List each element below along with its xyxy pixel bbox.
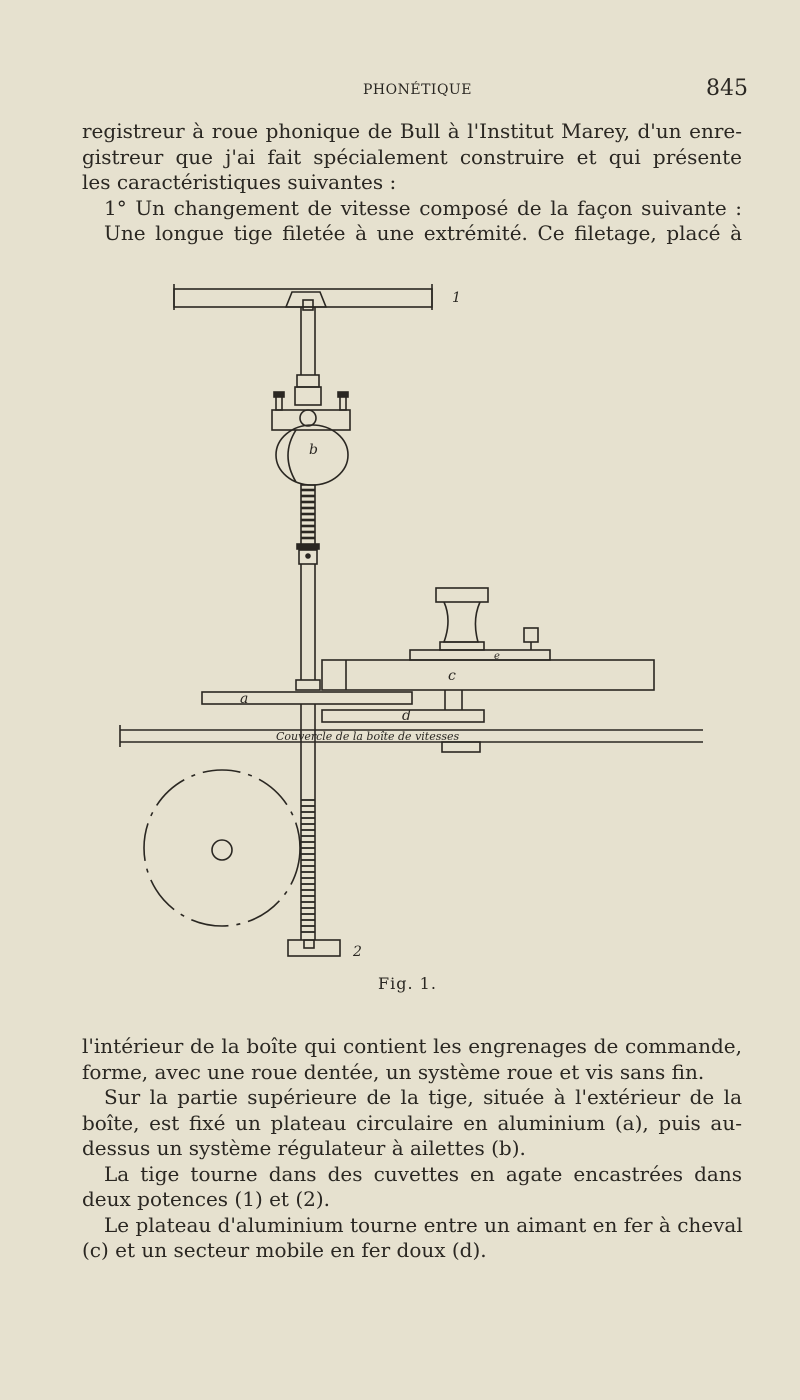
figure-mechanism bbox=[100, 280, 720, 970]
text-line: forme, avec une roue dentée, un système roue et vis sans fin. bbox=[82, 1059, 705, 1084]
label-potence-top: 1 bbox=[452, 290, 461, 306]
text-line: les caractéristiques suivantes : bbox=[82, 170, 397, 194]
text-line: Sur la partie supérieure de la tige, située à l'extérieur de la bbox=[104, 1085, 742, 1109]
text-line: Le plateau d'aluminium tourne entre un aimant en fer à cheval bbox=[104, 1212, 743, 1237]
mechanism-drawing bbox=[100, 280, 720, 970]
text-line: gistreur que j'ai fait spécialement construire et qui présente bbox=[82, 144, 742, 169]
text-line: l'intérieur de la boîte qui contient les engrenages de commande, bbox=[82, 1034, 742, 1058]
running-title: PHONÉTIQUE bbox=[363, 82, 472, 98]
text-line: boîte, est fixé un plateau circulaire en aluminium (a), puis au- bbox=[82, 1110, 742, 1135]
text-line: 1° Un changement de vitesse composé de la façon suivante : bbox=[104, 195, 742, 220]
label-potence-bottom: 2 bbox=[353, 944, 362, 960]
page-header bbox=[0, 76, 800, 106]
text-line: (c) et un secteur mobile en fer doux (d). bbox=[82, 1238, 487, 1262]
figure-caption: Fig. 1. bbox=[378, 974, 437, 993]
page-number: 845 bbox=[706, 76, 748, 101]
paragraph-bottom bbox=[82, 1034, 742, 1264]
label-sector: d bbox=[402, 708, 411, 724]
label-box-cover: Couvercle de la boîte de vitesses bbox=[276, 730, 460, 743]
paragraph-top bbox=[82, 119, 742, 247]
text-line: registreur à roue phonique de Bull à l'Institut Marey, d'un enre- bbox=[82, 119, 742, 143]
label-magnet-top: e bbox=[494, 651, 500, 662]
label-plate: a bbox=[240, 691, 249, 707]
text-line: dessus un système régulateur à ailettes (b). bbox=[82, 1136, 526, 1160]
text-line: deux potences (1) et (2). bbox=[82, 1187, 331, 1211]
label-regulator: b bbox=[309, 442, 318, 458]
label-magnet: c bbox=[448, 668, 456, 684]
text-line: Une longue tige filetée à une extrémité. Ce filetage, placé à bbox=[104, 221, 742, 245]
text-line: La tige tourne dans des cuvettes en agate encastrées dans bbox=[104, 1161, 742, 1186]
